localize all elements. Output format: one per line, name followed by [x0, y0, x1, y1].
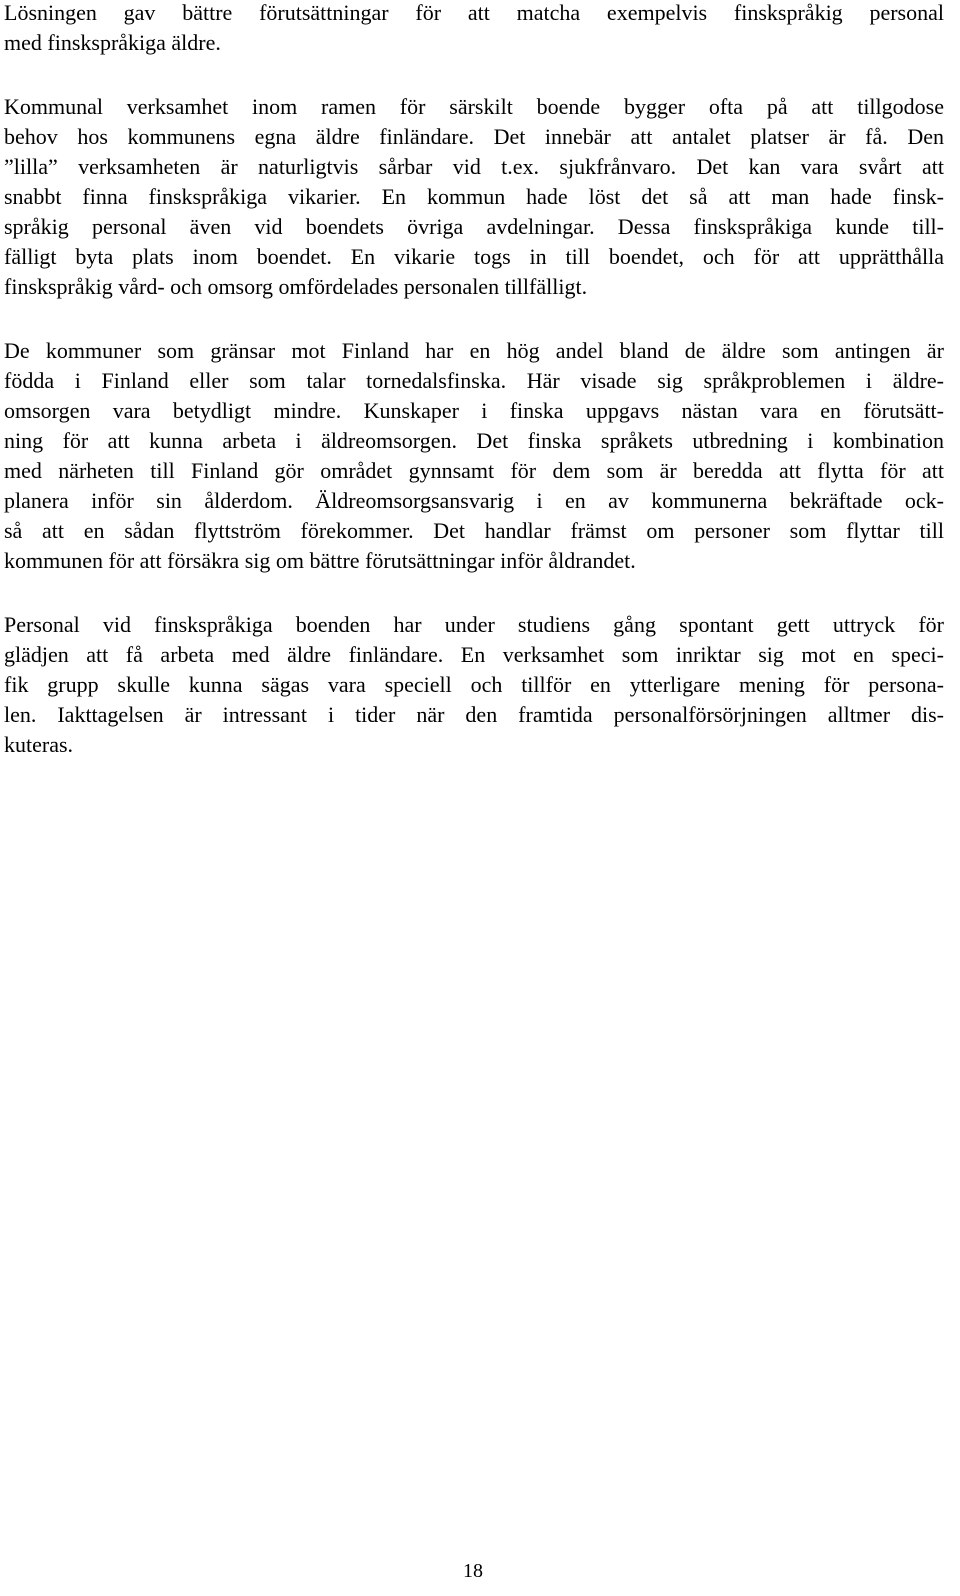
text-line: Kommunal verksamhet inom ramen för särskilt boende bygger ofta på att tillgodose	[4, 94, 944, 119]
page-number: 18	[463, 1560, 483, 1582]
text-line: ning för att kunna arbeta i äldreomsorgen. Det finska språkets utbredning i kombination	[4, 428, 944, 453]
text-line: len. Iakttagelsen är intressant i tider när den framtida personalförsörjningen alltmer dis-	[4, 702, 944, 727]
text-line: snabbt finna finskspråkiga vikarier. En kommun hade löst det så att man hade finsk-	[4, 184, 944, 209]
paragraph-3	[4, 336, 944, 576]
text-line: kuteras.	[4, 732, 74, 757]
text-line: Lösningen gav bättre förutsättningar för att matcha exempelvis finskspråkig personal	[4, 0, 944, 25]
text-line: behov hos kommunens egna äldre finländare. Det innebär att antalet platser är få. Den	[4, 124, 944, 149]
text-line: med närheten till Finland gör området gynnsamt för dem som är beredda att flytta för att	[4, 458, 944, 483]
text-line: födda i Finland eller som talar tornedalsfinska. Här visade sig språkproblemen i äldre-	[4, 368, 944, 393]
text-line: omsorgen vara betydligt mindre. Kunskaper i finska uppgavs nästan vara en förutsätt-	[4, 398, 944, 423]
text-line: finskspråkig vård- och omsorg omfördelades personalen tillfälligt.	[4, 274, 588, 299]
text-line: med finskspråkiga äldre.	[4, 30, 221, 55]
document-page	[4, 0, 944, 794]
text-line: ”lilla” verksamheten är naturligtvis sårbar vid t.ex. sjukfrånvaro. Det kan vara svårt att	[4, 154, 944, 179]
text-line: kommunen för att försäkra sig om bättre förutsättningar inför åldrandet.	[4, 548, 636, 573]
text-line: så att en sådan flyttström förekommer. Det handlar främst om personer som flyttar till	[4, 518, 944, 543]
text-line: planera inför sin ålderdom. Äldreomsorgsansvarig i en av kommunerna bekräftade ock-	[4, 488, 944, 513]
text-line: De kommuner som gränsar mot Finland har en hög andel bland de äldre som antingen är	[4, 338, 944, 363]
paragraph-2	[4, 92, 944, 302]
text-line: språkig personal även vid boendets övriga avdelningar. Dessa finskspråkiga kunde till-	[4, 214, 944, 239]
text-line: fik grupp skulle kunna sägas vara speciell och tillför en ytterligare mening för persona-	[4, 672, 944, 697]
text-line: glädjen att få arbeta med äldre finländare. En verksamhet som inriktar sig mot en speci-	[4, 642, 944, 667]
text-line: fälligt byta plats inom boendet. En vikarie togs in till boendet, och för att upprätthålla	[4, 244, 944, 269]
text-line: Personal vid finskspråkiga boenden har under studiens gång spontant gett uttryck för	[4, 612, 944, 637]
paragraph-4	[4, 610, 944, 760]
paragraph-1	[4, 0, 944, 58]
